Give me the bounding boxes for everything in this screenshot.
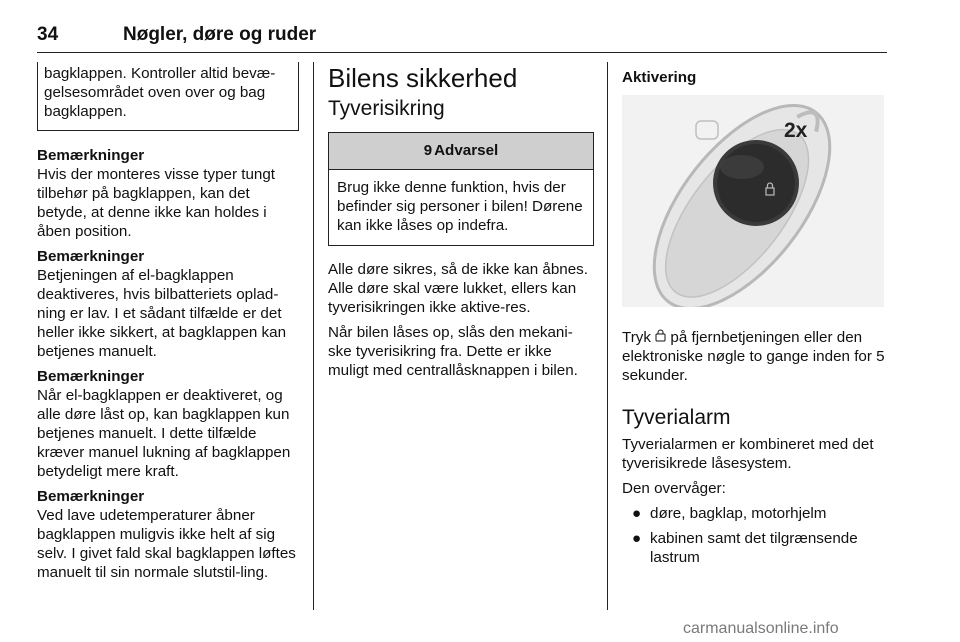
- bullet: ●: [632, 530, 642, 547]
- monitored-list: [622, 504, 888, 567]
- note: [37, 146, 299, 241]
- continued-caution-box: [37, 62, 299, 131]
- lock-icon: [655, 329, 666, 342]
- note-title: Bemærkninger: [37, 488, 145, 505]
- key-fob-icon: [622, 95, 884, 307]
- note: [37, 247, 299, 361]
- alarm-text: Tyverialarmen er kombineret med det tyverisikrede låsesystem.: [622, 436, 874, 472]
- column-middle: [328, 62, 594, 386]
- watermark: carmanualsonline.info: [683, 620, 839, 637]
- note-title: Bemærkninger: [37, 368, 145, 385]
- paragraph: Alle døre sikres, så de ikke kan åbnes. Alle døre skal være lukket, ellers kan tyverisikringen ikke aktive-res.: [328, 261, 588, 316]
- activation-text-start: Tryk: [622, 329, 656, 346]
- activation-instruction: [622, 328, 888, 385]
- note-title: Bemærkninger: [37, 248, 145, 265]
- page-header: [37, 24, 887, 53]
- column-divider: [313, 62, 314, 610]
- activation-text-end: på fjernbetjeningen eller den elektroniske nøgle to gange inden for 5 sekunder.: [622, 329, 885, 384]
- list-item: [622, 504, 888, 523]
- warning-label: Advarsel: [434, 142, 499, 159]
- note-text: Ved lave udetemperaturer åbner bagklappen muligvis ikke helt af sig selv. I givet fald skal bagklappen løftes manuelt til sin normale slutstil-ling.: [37, 507, 296, 581]
- note: [37, 367, 299, 481]
- monitors-intro: Den overvåger:: [622, 480, 726, 497]
- list-item-text: kabinen samt det tilgrænsende lastrum: [650, 530, 858, 566]
- column-divider: [607, 62, 608, 610]
- column-right: [622, 62, 888, 573]
- bullet: ●: [632, 505, 642, 522]
- warning-triangle-icon: 9: [423, 142, 433, 159]
- note-text: Når el-bagklappen er deaktiveret, og alle døre låst op, kan bagklappen kun betjenes manuelt. I dette tilfælde kræver manuel lukning af bagklappen betydeligt mere kraft.: [37, 387, 291, 480]
- note-title: Bemærkninger: [37, 147, 145, 164]
- note-text: Hvis der monteres visse typer tungt tilbehør på bagklappen, kan det betyde, at denne ikke kan holdes i åben position.: [37, 166, 276, 240]
- column-left: [37, 62, 299, 588]
- warning-text: Brug ikke denne funktion, hvis der befinder sig personer i bilen! Dørene kan ikke låses op indefra.: [337, 179, 583, 234]
- list-item: [622, 529, 888, 567]
- page-title: Nøgler, døre og ruder: [123, 24, 317, 45]
- press-count-label: 2x: [784, 119, 808, 142]
- alarm-heading: Tyverialarm: [622, 406, 731, 429]
- note-text: Betjeningen af el-bagklappen deaktiveres, hvis bilbatteriets oplad-ning er lav. I et sådant tilfælde er det heller ikke sikkert, at bagklappen kan betjenes manuelt.: [37, 267, 287, 360]
- warning-header: [329, 133, 593, 170]
- continued-text: bagklappen. Kontroller altid bevæ-gelsesområdet oven over og bag bagklappen.: [44, 65, 276, 120]
- note: [37, 487, 299, 582]
- activation-heading: Aktivering: [622, 69, 697, 86]
- section-subheading: Tyverisikring: [328, 97, 445, 120]
- warning-box: [328, 132, 594, 246]
- paragraph: Når bilen låses op, slås den mekani-ske tyverisikring fra. Dette er ikke muligt med centrallåsknappen i bilen.: [328, 324, 578, 379]
- page-number: 34: [37, 24, 59, 45]
- list-item-text: døre, bagklap, motorhjelm: [650, 505, 827, 522]
- section-heading: Bilens sikkerhed: [328, 63, 518, 93]
